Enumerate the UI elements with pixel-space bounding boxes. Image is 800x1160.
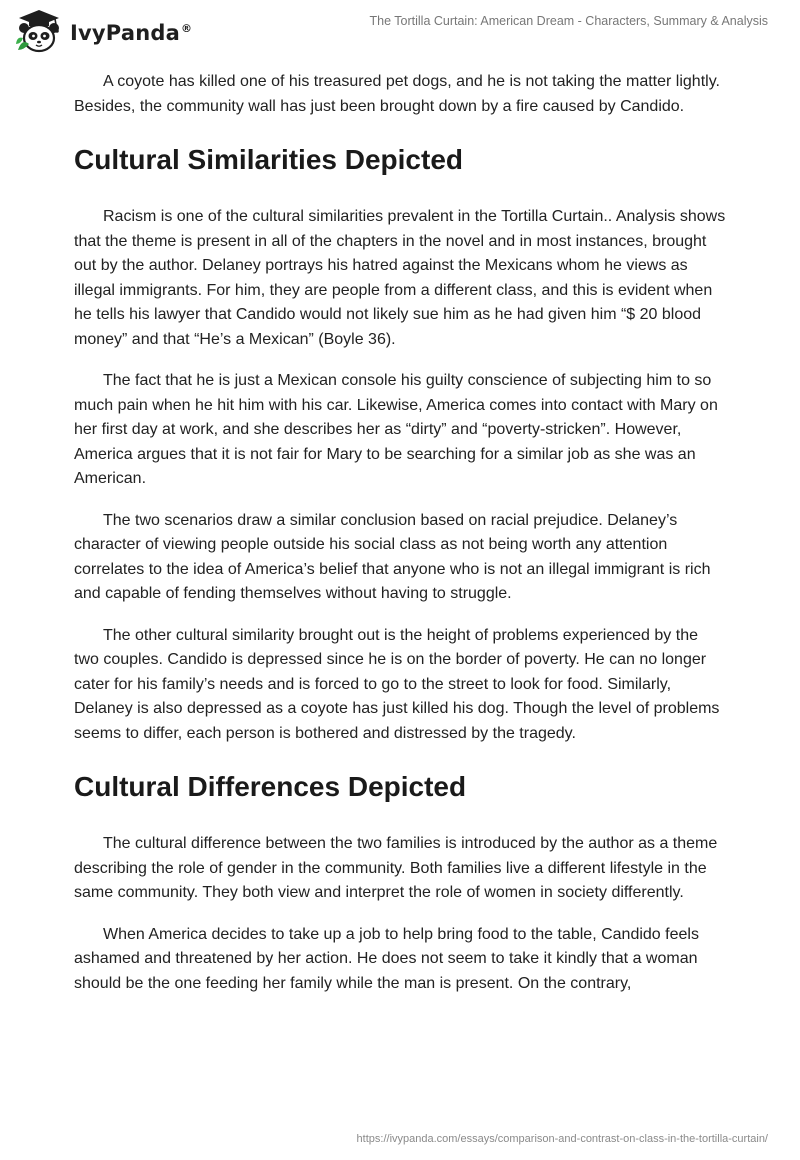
paragraph: The fact that he is just a Mexican console his guilty conscience of subjecting him to so much pain when he hit him with his car. Likewise, America comes into contact with Mary on her first day at work, and she describes her as “dirty” and “poverty-stricken”. However, America argues that it is not fair for Mary to be searching for a similar job as she was an American.: [74, 372, 718, 487]
logo-wordmark: IvyPanda®: [70, 21, 193, 45]
essay-body: [74, 70, 726, 1013]
page-header: [0, 0, 800, 64]
source-url[interactable]: https://ivypanda.com/essays/comparison-and-contrast-on-class-in-the-tortilla-curtain/: [356, 1133, 768, 1145]
panda-graduate-icon: [14, 8, 64, 56]
paragraph: The other cultural similarity brought out is the height of problems experienced by the two couples. Candido is depressed since he is on the border of poverty. He can no longer cater for his family’s needs and is forced to go to the street to look for food. Similarly, Delaney is also depressed as a coyote has just killed his dog. Though the level of problems seems to differ, each person is bothered and distressed by the tragedy.: [74, 626, 720, 742]
document-title: The Tortilla Curtain: American Dream - Characters, Summary & Analysis: [369, 14, 768, 28]
paragraph: Racism is one of the cultural similarities prevalent in the Tortilla Curtain.. Analysis shows that the theme is present in all of the chapters in the novel and in most instances, brought out by the author. Delaney portrays his hatred against the Mexicans whom he views as illegal immigrants. For him, they are people from a different class, and this is evident when he tells his lawyer that Candido would not likely sue him as he had given him “$ 20 blood money” and that “He’s a Mexican” (Boyle 36).: [74, 208, 726, 348]
section-heading-differences: Cultural Differences Depicted: [74, 771, 467, 802]
paragraph: The two scenarios draw a similar conclusion based on racial prejudice. Delaney’s character of viewing people outside his social class as not being worth any attention correlates to the idea of America’s belief that anyone who is not an illegal immigrant is rich and capable of fending themselves without having to struggle.: [74, 511, 711, 602]
section-heading-similarities: Cultural Similarities Depicted: [74, 144, 463, 175]
paragraph: When America decides to take up a job to help bring food to the table, Candido feels ashamed and threatened by her action. He does not seem to take it kindly that a woman should be the one feeding her family while the man is present. On the contrary,: [74, 925, 699, 992]
paragraph: The cultural difference between the two families is introduced by the author as a theme describing the role of gender in the community. Both families live a different lifestyle in the same community. They both view and interpret the role of women in society differently.: [74, 835, 718, 901]
ivypanda-logo[interactable]: [14, 8, 192, 56]
paragraph: A coyote has killed one of his treasured pet dogs, and he is not taking the matter lightly. Besides, the community wall has just been brought down by a fire caused by Candido.: [74, 73, 720, 115]
